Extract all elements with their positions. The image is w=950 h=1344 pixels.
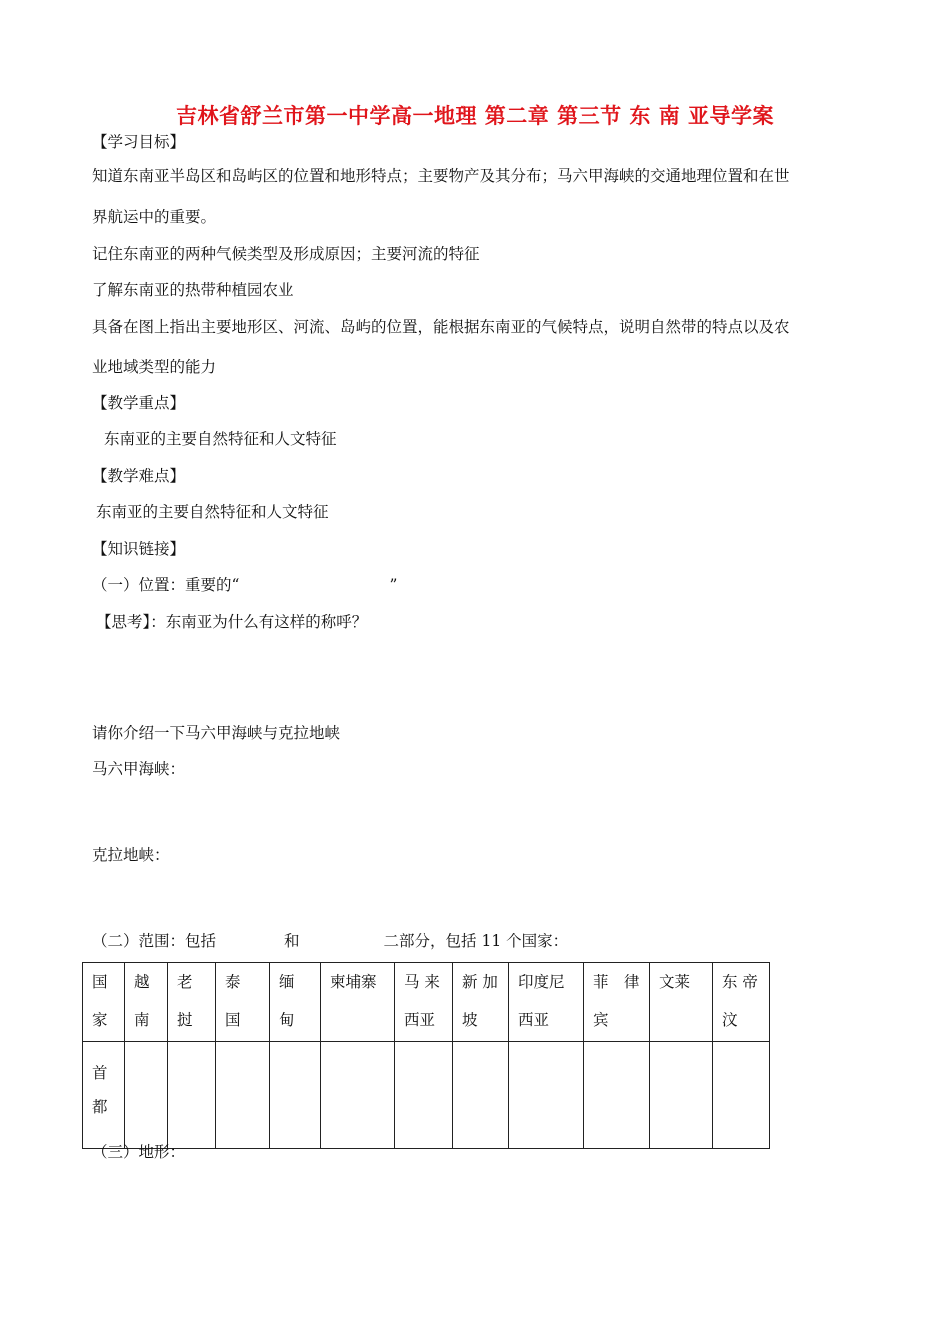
goal-1b: 界航运中的重要。 [92, 208, 217, 226]
country-capital-table [82, 962, 770, 1149]
goal-4a: 具备在图上指出主要地形区、河流、岛屿的位置，能根据东南亚的气候特点，说明自然带的特点以及农 [92, 318, 790, 336]
difficulty-header: 【教学难点】 [92, 467, 186, 485]
knowledge-link-header: 【知识链接】 [92, 540, 186, 558]
table-cell: 缅 甸 [270, 963, 321, 1042]
table-cell [270, 1042, 321, 1149]
range-line [92, 929, 568, 951]
goal-1a: 知道东南亚半岛区和岛屿区的位置和地形特点；主要物产及其分布；马六甲海峡的交通地理位置和在世 [92, 167, 790, 185]
page-title: 吉林省舒兰市第一中学高一地理 第二章 第三节 东 南 亚导学案 [175, 104, 775, 128]
position-prefix: （一）位置：重要的“ [92, 576, 240, 594]
table-cell [650, 1042, 713, 1149]
table-cell [453, 1042, 509, 1149]
intro-line: 请你介绍一下马六甲海峡与克拉地峡 [92, 724, 341, 742]
table-cell [509, 1042, 584, 1149]
malacca-label: 马六甲海峡： [92, 760, 186, 778]
table-cell [713, 1042, 770, 1149]
table-cell: 柬埔寨 [321, 963, 395, 1042]
goal-2: 记住东南亚的两种气候类型及形成原因；主要河流的特征 [92, 245, 480, 263]
terrain-line: （三）地形： [92, 1143, 186, 1161]
table-row-countries [83, 963, 770, 1042]
difficulty-text: 东南亚的主要自然特征和人文特征 [96, 503, 329, 521]
think-question: 【思考】：东南亚为什么有这样的称呼？ [96, 613, 368, 631]
goal-4b: 业地域类型的能力 [92, 358, 217, 376]
table-cell: 东 帝 汶 [713, 963, 770, 1042]
table-cell [584, 1042, 650, 1149]
table-cell: 国 家 [83, 963, 125, 1042]
table-cell: 菲 律 宾 [584, 963, 650, 1042]
kra-label: 克拉地峡： [92, 846, 170, 864]
table-cell: 新 加 坡 [453, 963, 509, 1042]
key-points-text: 东南亚的主要自然特征和人文特征 [104, 430, 337, 448]
table-cell: 文莱 [650, 963, 713, 1042]
table-cell: 印度尼 西亚 [509, 963, 584, 1042]
table-row-capitals [83, 1042, 770, 1149]
goal-3: 了解东南亚的热带种植园农业 [92, 281, 294, 299]
table-cell: 泰 国 [216, 963, 270, 1042]
position-line [92, 573, 397, 595]
table-cell: 首 都 [83, 1042, 125, 1149]
table-cell [321, 1042, 395, 1149]
table-cell [125, 1042, 168, 1149]
range-and: 和 [284, 932, 300, 950]
position-suffix: ” [389, 576, 398, 594]
table-cell: 老 挝 [168, 963, 216, 1042]
table-cell [168, 1042, 216, 1149]
goals-header: 【学习目标】 [92, 133, 186, 151]
table-cell: 越 南 [125, 963, 168, 1042]
table-cell [395, 1042, 453, 1149]
key-points-header: 【教学重点】 [92, 394, 186, 412]
range-suffix: 二部分，包括 11 个国家： [383, 932, 569, 950]
table-cell: 马 来 西亚 [395, 963, 453, 1042]
range-prefix: （二）范围：包括 [92, 932, 217, 950]
table-cell [216, 1042, 270, 1149]
